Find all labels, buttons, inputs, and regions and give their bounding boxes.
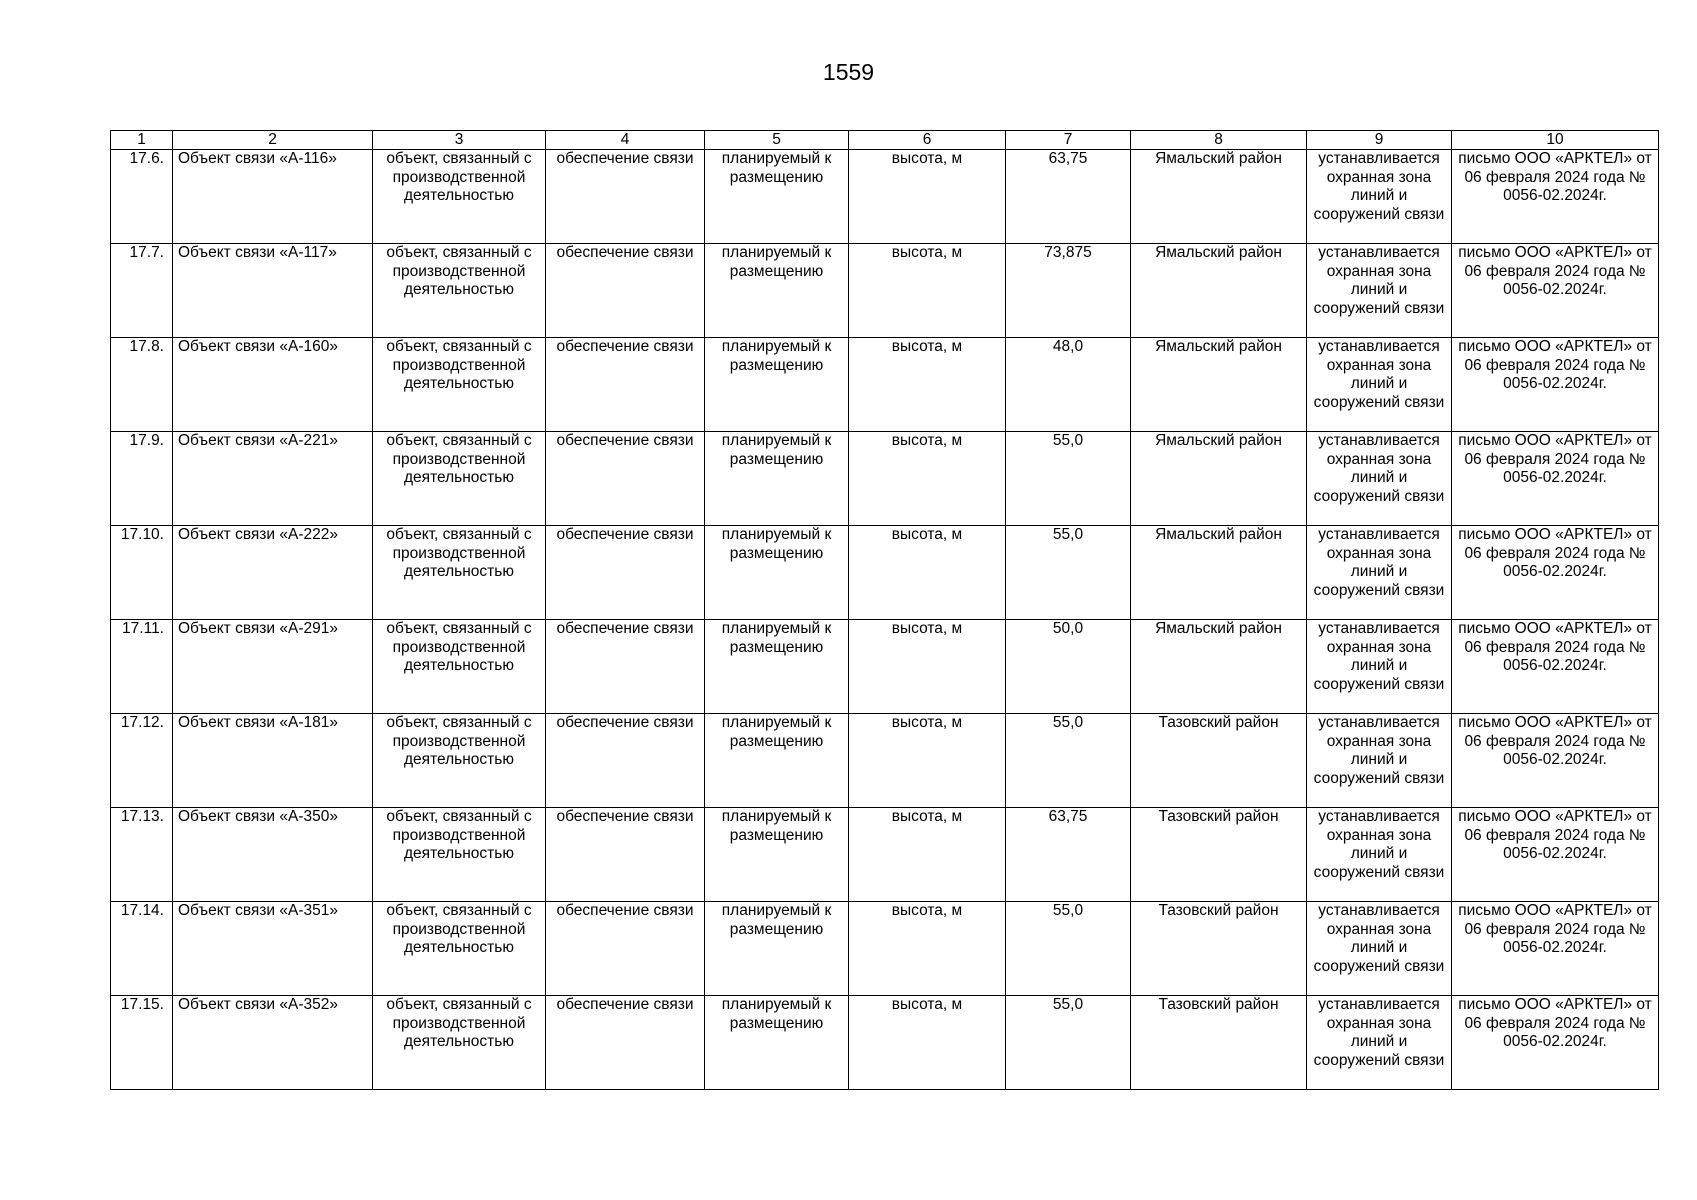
- object-name-cell: Объект связи «А-160»: [173, 338, 373, 432]
- column-header: 6: [849, 131, 1006, 150]
- table-row: [111, 150, 1659, 244]
- row-number-cell: 17.8.: [111, 338, 173, 432]
- table-row: [111, 526, 1659, 620]
- table-body: [111, 150, 1659, 1090]
- status-cell: планируемый к размещению: [705, 996, 849, 1090]
- object-name-cell: Объект связи «А-352»: [173, 996, 373, 1090]
- location-cell: Ямальский район: [1131, 150, 1307, 244]
- source-cell: письмо ООО «АРКТЕЛ» от 06 февраля 2024 года № 0056-02.2024г.: [1452, 714, 1659, 808]
- purpose-cell: обеспечение связи: [546, 244, 705, 338]
- object-type-cell: объект, связанный с производственной деятельностью: [373, 150, 546, 244]
- table-row: [111, 244, 1659, 338]
- object-name-cell: Объект связи «А-350»: [173, 808, 373, 902]
- value-cell: 50,0: [1006, 620, 1131, 714]
- value-cell: 55,0: [1006, 432, 1131, 526]
- object-type-cell: объект, связанный с производственной деятельностью: [373, 338, 546, 432]
- value-cell: 63,75: [1006, 808, 1131, 902]
- value-cell: 55,0: [1006, 714, 1131, 808]
- location-cell: Ямальский район: [1131, 338, 1307, 432]
- object-type-cell: объект, связанный с производственной деятельностью: [373, 808, 546, 902]
- location-cell: Тазовский район: [1131, 996, 1307, 1090]
- table-row: [111, 338, 1659, 432]
- characteristic-cell: высота, м: [849, 150, 1006, 244]
- status-cell: планируемый к размещению: [705, 244, 849, 338]
- source-cell: письмо ООО «АРКТЕЛ» от 06 февраля 2024 года № 0056-02.2024г.: [1452, 338, 1659, 432]
- status-cell: планируемый к размещению: [705, 150, 849, 244]
- location-cell: Ямальский район: [1131, 620, 1307, 714]
- table-row: [111, 996, 1659, 1090]
- source-cell: письмо ООО «АРКТЕЛ» от 06 февраля 2024 года № 0056-02.2024г.: [1452, 902, 1659, 996]
- location-cell: Ямальский район: [1131, 244, 1307, 338]
- source-cell: письмо ООО «АРКТЕЛ» от 06 февраля 2024 года № 0056-02.2024г.: [1452, 526, 1659, 620]
- column-header: 9: [1307, 131, 1452, 150]
- object-type-cell: объект, связанный с производственной деятельностью: [373, 432, 546, 526]
- status-cell: планируемый к размещению: [705, 902, 849, 996]
- location-cell: Ямальский район: [1131, 526, 1307, 620]
- status-cell: планируемый к размещению: [705, 432, 849, 526]
- characteristic-cell: высота, м: [849, 244, 1006, 338]
- purpose-cell: обеспечение связи: [546, 432, 705, 526]
- value-cell: 55,0: [1006, 526, 1131, 620]
- source-cell: письмо ООО «АРКТЕЛ» от 06 февраля 2024 года № 0056-02.2024г.: [1452, 808, 1659, 902]
- zone-cell: устанавливается охранная зона линий и сооружений связи: [1307, 526, 1452, 620]
- table-row: [111, 714, 1659, 808]
- source-cell: письмо ООО «АРКТЕЛ» от 06 февраля 2024 года № 0056-02.2024г.: [1452, 150, 1659, 244]
- column-header: 1: [111, 131, 173, 150]
- purpose-cell: обеспечение связи: [546, 620, 705, 714]
- table-row: [111, 620, 1659, 714]
- object-type-cell: объект, связанный с производственной деятельностью: [373, 996, 546, 1090]
- zone-cell: устанавливается охранная зона линий и сооружений связи: [1307, 338, 1452, 432]
- object-type-cell: объект, связанный с производственной деятельностью: [373, 714, 546, 808]
- source-cell: письмо ООО «АРКТЕЛ» от 06 февраля 2024 года № 0056-02.2024г.: [1452, 620, 1659, 714]
- table-row: [111, 902, 1659, 996]
- object-name-cell: Объект связи «А-222»: [173, 526, 373, 620]
- zone-cell: устанавливается охранная зона линий и сооружений связи: [1307, 808, 1452, 902]
- characteristic-cell: высота, м: [849, 902, 1006, 996]
- status-cell: планируемый к размещению: [705, 714, 849, 808]
- location-cell: Тазовский район: [1131, 808, 1307, 902]
- objects-table: [110, 130, 1659, 1090]
- zone-cell: устанавливается охранная зона линий и сооружений связи: [1307, 150, 1452, 244]
- column-header: 2: [173, 131, 373, 150]
- purpose-cell: обеспечение связи: [546, 526, 705, 620]
- row-number-cell: 17.13.: [111, 808, 173, 902]
- source-cell: письмо ООО «АРКТЕЛ» от 06 февраля 2024 года № 0056-02.2024г.: [1452, 996, 1659, 1090]
- column-header: 3: [373, 131, 546, 150]
- table-row: [111, 808, 1659, 902]
- object-name-cell: Объект связи «А-181»: [173, 714, 373, 808]
- location-cell: Тазовский район: [1131, 714, 1307, 808]
- characteristic-cell: высота, м: [849, 620, 1006, 714]
- location-cell: Ямальский район: [1131, 432, 1307, 526]
- object-name-cell: Объект связи «А-221»: [173, 432, 373, 526]
- row-number-cell: 17.12.: [111, 714, 173, 808]
- characteristic-cell: высота, м: [849, 526, 1006, 620]
- object-type-cell: объект, связанный с производственной деятельностью: [373, 244, 546, 338]
- object-name-cell: Объект связи «А-117»: [173, 244, 373, 338]
- object-name-cell: Объект связи «А-351»: [173, 902, 373, 996]
- location-cell: Тазовский район: [1131, 902, 1307, 996]
- purpose-cell: обеспечение связи: [546, 808, 705, 902]
- purpose-cell: обеспечение связи: [546, 714, 705, 808]
- status-cell: планируемый к размещению: [705, 808, 849, 902]
- column-header: 5: [705, 131, 849, 150]
- page-number: 1559: [822, 59, 875, 85]
- column-header: 10: [1452, 131, 1659, 150]
- zone-cell: устанавливается охранная зона линий и сооружений связи: [1307, 432, 1452, 526]
- column-header: 7: [1006, 131, 1131, 150]
- value-cell: 73,875: [1006, 244, 1131, 338]
- table-row: [111, 432, 1659, 526]
- characteristic-cell: высота, м: [849, 714, 1006, 808]
- zone-cell: устанавливается охранная зона линий и сооружений связи: [1307, 996, 1452, 1090]
- row-number-cell: 17.9.: [111, 432, 173, 526]
- status-cell: планируемый к размещению: [705, 620, 849, 714]
- value-cell: 63,75: [1006, 150, 1131, 244]
- value-cell: 55,0: [1006, 996, 1131, 1090]
- column-number-row: [111, 131, 1659, 150]
- column-header: 4: [546, 131, 705, 150]
- status-cell: планируемый к размещению: [705, 338, 849, 432]
- zone-cell: устанавливается охранная зона линий и сооружений связи: [1307, 714, 1452, 808]
- object-name-cell: Объект связи «А-116»: [173, 150, 373, 244]
- characteristic-cell: высота, м: [849, 432, 1006, 526]
- row-number-cell: 17.7.: [111, 244, 173, 338]
- row-number-cell: 17.11.: [111, 620, 173, 714]
- characteristic-cell: высота, м: [849, 996, 1006, 1090]
- object-type-cell: объект, связанный с производственной деятельностью: [373, 902, 546, 996]
- row-number-cell: 17.15.: [111, 996, 173, 1090]
- purpose-cell: обеспечение связи: [546, 150, 705, 244]
- purpose-cell: обеспечение связи: [546, 996, 705, 1090]
- purpose-cell: обеспечение связи: [546, 902, 705, 996]
- characteristic-cell: высота, м: [849, 338, 1006, 432]
- object-type-cell: объект, связанный с производственной деятельностью: [373, 620, 546, 714]
- row-number-cell: 17.14.: [111, 902, 173, 996]
- status-cell: планируемый к размещению: [705, 526, 849, 620]
- zone-cell: устанавливается охранная зона линий и сооружений связи: [1307, 244, 1452, 338]
- purpose-cell: обеспечение связи: [546, 338, 705, 432]
- value-cell: 55,0: [1006, 902, 1131, 996]
- row-number-cell: 17.6.: [111, 150, 173, 244]
- zone-cell: устанавливается охранная зона линий и сооружений связи: [1307, 620, 1452, 714]
- value-cell: 48,0: [1006, 338, 1131, 432]
- characteristic-cell: высота, м: [849, 808, 1006, 902]
- source-cell: письмо ООО «АРКТЕЛ» от 06 февраля 2024 года № 0056-02.2024г.: [1452, 432, 1659, 526]
- zone-cell: устанавливается охранная зона линий и сооружений связи: [1307, 902, 1452, 996]
- object-type-cell: объект, связанный с производственной деятельностью: [373, 526, 546, 620]
- column-header: 8: [1131, 131, 1307, 150]
- source-cell: письмо ООО «АРКТЕЛ» от 06 февраля 2024 года № 0056-02.2024г.: [1452, 244, 1659, 338]
- row-number-cell: 17.10.: [111, 526, 173, 620]
- object-name-cell: Объект связи «А-291»: [173, 620, 373, 714]
